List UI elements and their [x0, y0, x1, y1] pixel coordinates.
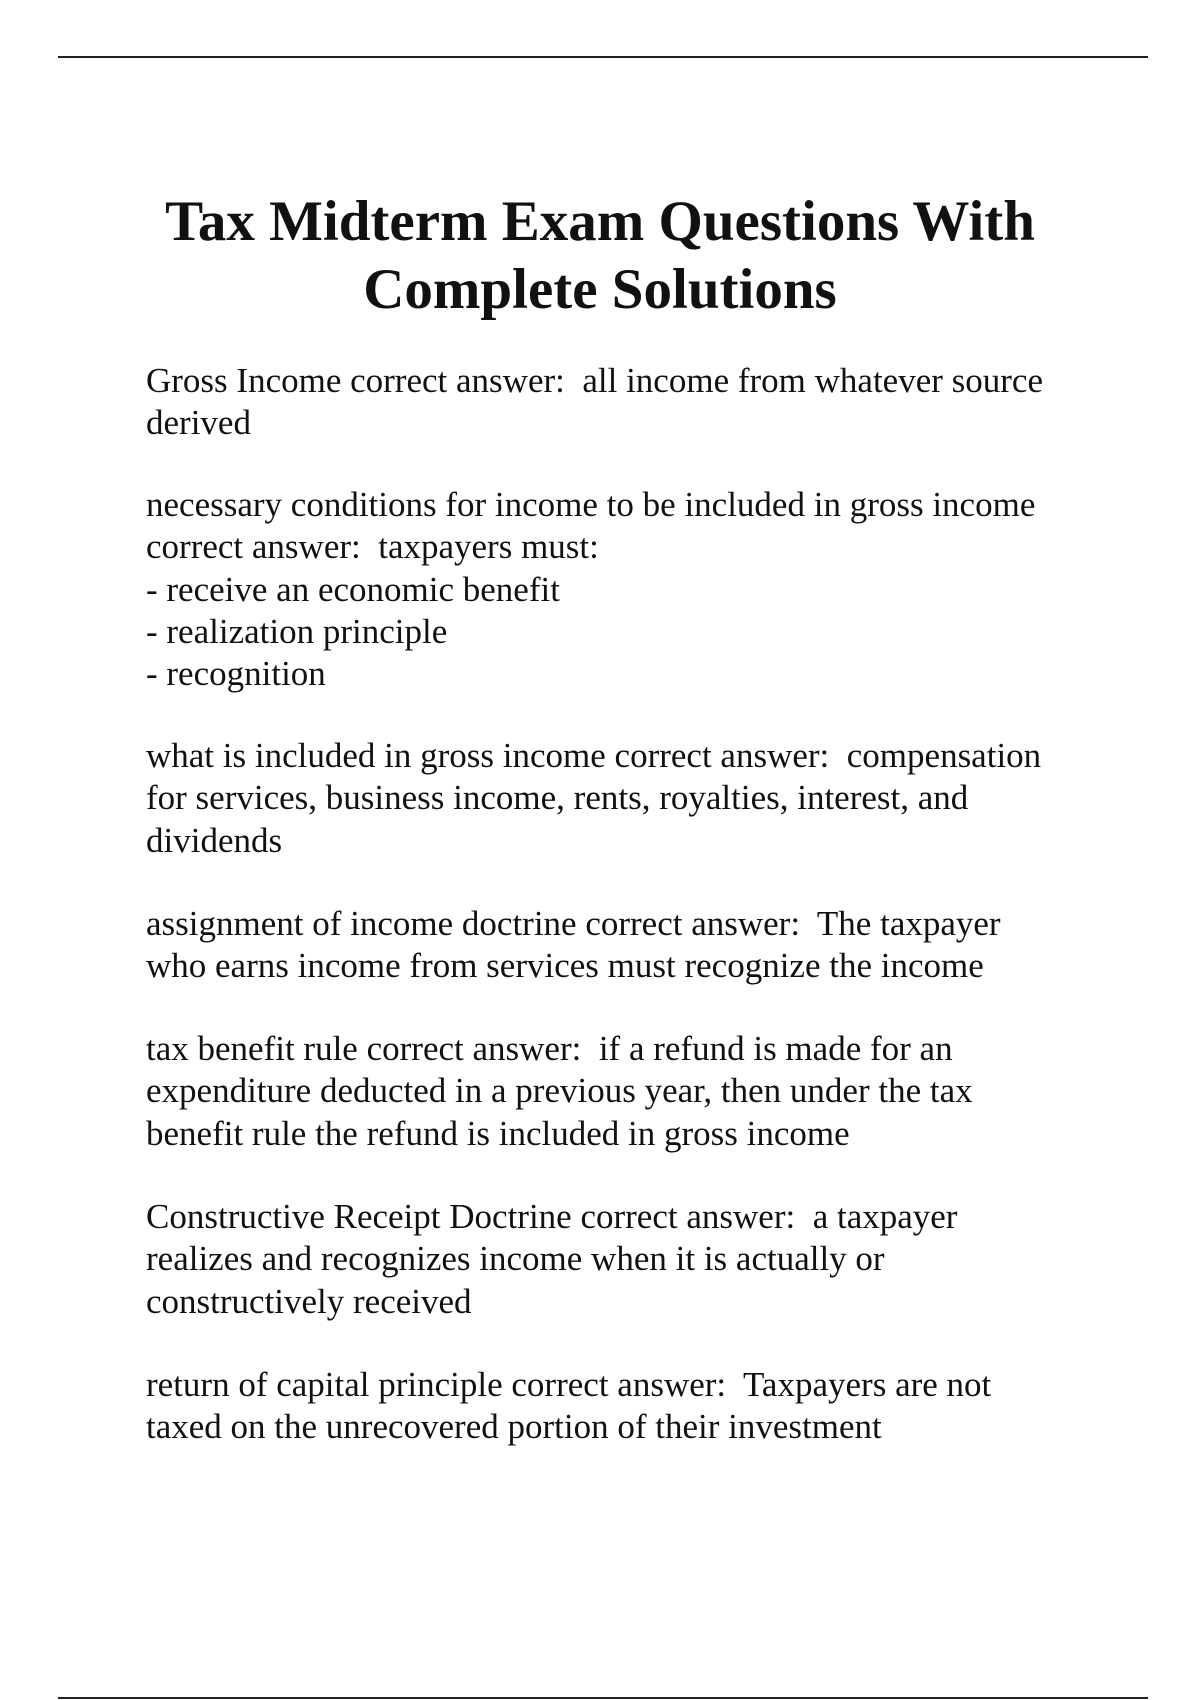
title-line: Tax Midterm Exam Questions With [165, 190, 1035, 253]
qa-line: Constructive Receipt Doctrine correct answer: a taxpayer [146, 1197, 958, 1236]
qa-line: Gross Income correct answer: all income from whatever source [146, 361, 1043, 400]
qa-item [146, 1364, 991, 1449]
title-line: Complete Solutions [363, 258, 837, 321]
qa-line: necessary conditions for income to be included in gross income [146, 485, 1036, 524]
qa-line: assignment of income doctrine correct answer: The taxpayer [146, 904, 1001, 943]
qa-line: realizes and recognizes income when it is actually or [146, 1239, 885, 1279]
qa-line: constructively received [146, 1281, 472, 1321]
qa-item [146, 360, 1043, 445]
qa-line: dividends [146, 820, 283, 860]
qa-line: - realization principle [146, 611, 448, 651]
qa-line: tax benefit rule correct answer: if a refund is made for an [146, 1029, 953, 1068]
qa-line: for services, business income, rents, royalties, interest, and [146, 778, 969, 818]
qa-line: - recognition [146, 654, 326, 694]
qa-line: benefit rule the refund is included in gross income [146, 1113, 850, 1153]
page-title [0, 188, 1200, 324]
qa-line: who earns income from services must recognize the income [146, 946, 984, 986]
qa-line: correct answer: taxpayers must: [146, 527, 599, 567]
qa-item [146, 1196, 957, 1323]
qa-line: what is included in gross income correct answer: compensation [146, 736, 1042, 775]
qa-line: taxed on the unrecovered portion of their investment [146, 1407, 882, 1447]
qa-line: - receive an economic benefit [146, 569, 560, 609]
qa-line: expenditure deducted in a previous year, then under the tax [146, 1071, 973, 1111]
footer-rule [58, 1697, 1148, 1699]
qa-item [146, 735, 1041, 862]
qa-item [146, 1028, 973, 1155]
qa-item [146, 484, 1035, 695]
header-rule [58, 56, 1148, 58]
qa-line: return of capital principle correct answer: Taxpayers are not [146, 1365, 992, 1404]
qa-line: derived [146, 403, 251, 443]
qa-item [146, 903, 1001, 988]
